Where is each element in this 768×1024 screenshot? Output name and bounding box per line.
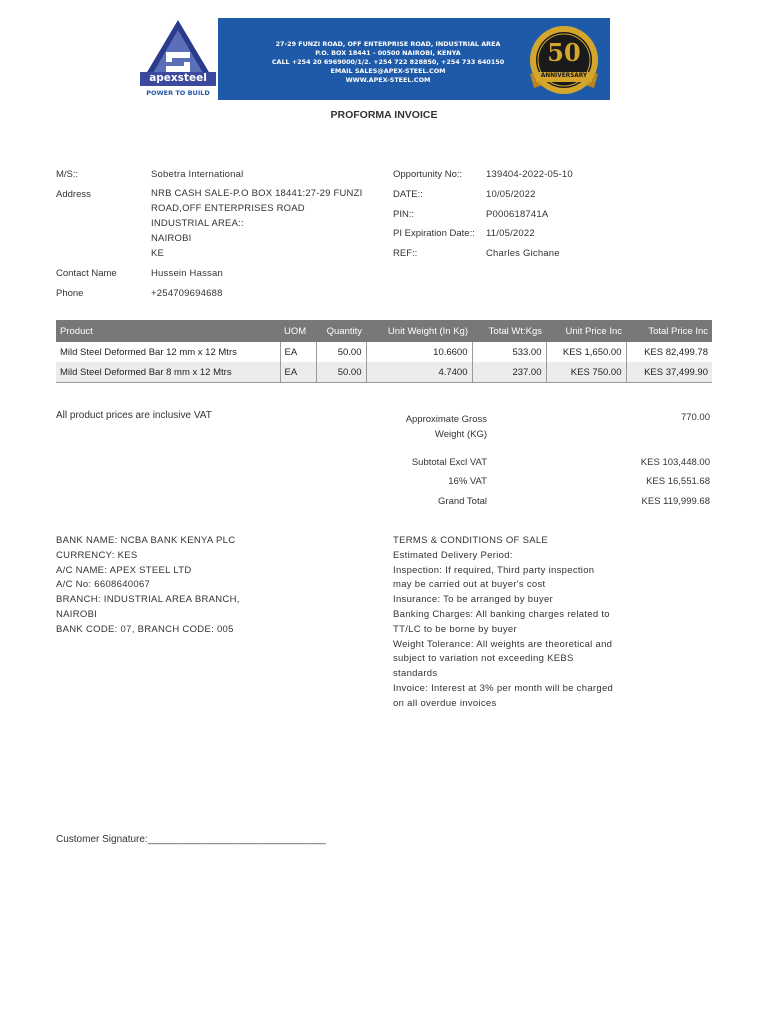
vat-value: KES 16,551.68 [646,476,710,487]
address-line: P.O. BOX 18441 - 00500 NAIROBI, KENYA [315,49,461,57]
terms-line: Weight Tolerance: All weights are theoretical and [393,638,613,650]
column-header: Unit Price Inc [546,320,626,342]
letterhead-banner [138,18,610,100]
column-header: Unit Weight (In Kg) [366,320,472,342]
table-cell: EA [280,362,316,383]
terms-line: Insurance: To be arranged by buyer [393,594,554,606]
company-logo [138,18,218,100]
customer-address [151,186,362,261]
address-line: INDUSTRIAL AREA:: [151,218,244,229]
table-cell: Mild Steel Deformed Bar 12 mm x 12 Mtrs [60,346,237,358]
date-value: 10/05/2022 [486,189,536,200]
table-cell: 237.00 [472,362,546,383]
address-line: NAIROBI [151,233,192,244]
table-cell: 10.6600 [366,342,472,362]
bank-details [56,534,240,638]
terms-line: Invoice: Interest at 3% per month will be charged [393,682,614,694]
contact-value: Hussein Hassan [151,268,223,279]
expiry-value: 11/05/2022 [486,228,535,239]
column-header: Total Wt:Kgs [472,320,546,342]
terms-and-conditions [393,534,613,712]
subtotal-label: Subtotal Excl VAT [411,457,487,468]
document-title: PROFORMA INVOICE [330,109,438,121]
pin-label: PIN:: [393,209,415,220]
terms-heading: TERMS & CONDITIONS OF SALE [393,535,549,546]
address-line: ROAD,OFF ENTERPRISES ROAD [151,203,305,214]
vat-note: All product prices are inclusive VAT [56,410,212,421]
terms-line: Inspection: If required, Third party inspection [393,564,595,576]
column-header: Quantity [316,320,366,342]
terms-line: TT/LC to be borne by buyer [393,623,517,635]
date-label: DATE:: [393,189,423,200]
terms-line: subject to variation not exceeding KEBS [393,653,574,665]
contact-label: Contact Name [56,268,117,279]
grand-total-label: Grand Total [438,496,487,507]
table-cell: 533.00 [472,342,546,362]
expiry-label: PI Expiration Date:: [393,228,475,239]
grand-total-value: KES 119,999.68 [641,496,710,507]
table-row [56,342,712,362]
bank-line: BRANCH: INDUSTRIAL AREA BRANCH, [56,594,240,606]
terms-line: on all overdue invoices [393,697,497,709]
email-line: EMAIL SALES@APEX-STEEL.COM [330,67,446,75]
bank-line: NAIROBI [56,608,98,620]
terms-line: Estimated Delivery Period: [393,549,513,561]
address-line: KE [151,248,165,259]
table-cell: Mild Steel Deformed Bar 8 mm x 12 Mtrs [56,362,280,383]
pin-value: P000618741A [486,209,549,220]
phone-value: +254709694688 [151,288,223,299]
bank-line: A/C NAME: APEX STEEL LTD [56,564,192,576]
ref-label: REF:: [393,248,418,259]
logo-triangle-icon [138,18,218,100]
table-header-row [56,320,712,342]
bank-line: CURRENCY: KES [56,549,138,561]
opportunity-value: 139404-2022-05-10 [486,169,573,180]
gross-weight-label-line: Approximate Gross [405,414,487,425]
customer-signature-line: Customer Signature:________________________________ [56,834,326,845]
table-cell: KES 82,499.78 [626,342,712,362]
badge-number: 50 [547,38,581,67]
logo-wordmark: apexsteel [149,72,207,84]
gross-weight-value: 770.00 [680,412,710,423]
badge-label: ANNIVERSARY [540,73,588,79]
address-line: 27-29 FUNZI ROAD, OFF ENTERPRISE ROAD, INDUSTRIAL AREA [275,40,501,48]
ref-value: Charles Gichane [486,248,560,259]
website-line: WWW.APEX-STEEL.COM [345,76,431,84]
gross-weight-label-line: Weight (KG) [434,429,487,440]
address-label: Address [56,189,91,200]
table-cell: 4.7400 [366,362,472,383]
items-table [56,320,712,383]
table-cell: EA [280,342,316,362]
column-header: UOM [280,320,316,342]
phone-line: CALL +254 20 6969000/1/2. +254 722 828850, +254 733 640150 [271,58,505,66]
terms-line: Banking Charges: All banking charges related to [393,608,610,620]
terms-line: standards [393,668,438,680]
address-line: NRB CASH SALE-P.O BOX 18441:27-29 FUNZI [151,188,363,199]
logo-tagline: POWER TO BUILD [146,89,210,97]
table-cell: 50.00 [316,342,366,362]
terms-line: may be carried out at buyer's cost [393,579,546,591]
table-cell: KES 1,650.00 [546,342,626,362]
opportunity-label: Opportunity No:: [393,169,463,180]
column-header: Total Price Inc [626,320,712,342]
gross-weight-label [360,412,487,442]
phone-label: Phone [56,288,84,299]
table-cell: KES 750.00 [546,362,626,383]
table-cell: 50.00 [316,362,366,383]
subtotal-value: KES 103,448.00 [640,457,710,468]
table-cell: KES 37,499.90 [626,362,712,383]
ms-value: Sobetra International [151,169,244,180]
column-header: Product [56,320,280,342]
anniversary-badge [524,22,604,98]
vat-label: 16% VAT [448,476,487,487]
table-row [56,362,712,383]
bank-line: BANK NAME: NCBA BANK KENYA PLC [56,535,236,546]
bank-line: A/C No: 6608640067 [56,579,151,591]
ms-label: M/S:: [56,169,79,180]
bank-line: BANK CODE: 07, BRANCH CODE: 005 [56,623,234,635]
